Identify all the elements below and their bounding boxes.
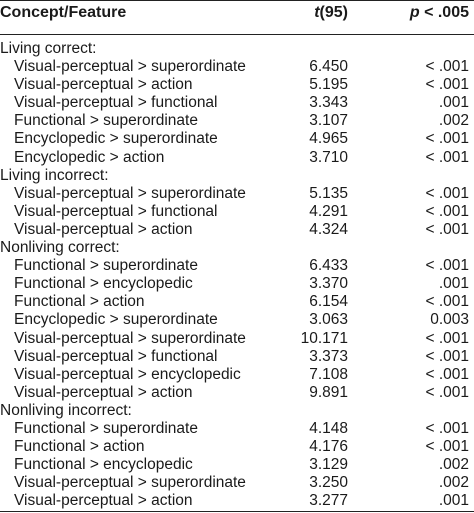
table-row [0,221,474,239]
table-row [0,185,474,203]
table-row [0,348,474,366]
table-row [0,420,474,438]
t-value-cell: 6.433 [309,257,348,275]
table-row [0,112,474,130]
group-heading: Living correct: [0,40,97,57]
t-value-cell: 6.154 [309,293,348,311]
p-value-cell: .001 [438,275,469,293]
header-concept-feature: Concept/Feature [0,4,127,21]
header-p-value [410,2,469,24]
concept-feature-cell: Visual-perceptual > action [14,220,193,238]
p-value-cell: < .001 [425,130,469,148]
p-value-cell: < .001 [425,148,469,166]
table-row [0,492,474,510]
group-heading: Nonliving correct: [0,239,120,257]
table-header [0,0,474,34]
t-value-cell: 3.107 [309,112,348,130]
p-value-cell: < .001 [425,257,469,275]
p-value-cell: < .001 [425,438,469,456]
p-value-cell: < .001 [425,329,469,347]
table-row [0,76,474,94]
t-value-cell: 3.710 [309,148,348,166]
concept-feature-cell: Visual-perceptual > action [14,492,193,510]
table-row [0,456,474,474]
concept-feature-cell: Functional > encyclopedic [14,275,193,293]
t-value-cell: 4.291 [309,202,348,220]
group-heading-row [0,40,474,58]
concept-feature-cell: Visual-perceptual > action [14,76,193,94]
t-value-cell: 5.195 [309,76,348,94]
p-value-cell: .002 [438,456,469,474]
p-value-cell: .002 [438,474,469,492]
header-p-threshold: < .005 [419,4,469,21]
t-value-cell: 4.965 [309,130,348,148]
bottom-rule [0,511,474,512]
p-value-cell: < .001 [425,202,469,220]
header-rule [0,34,474,35]
t-value-cell: 3.343 [309,94,348,112]
concept-feature-cell: Encyclopedic > superordinate [14,130,218,148]
concept-feature-cell: Functional > action [14,293,145,311]
t-value-cell: 3.277 [309,492,348,510]
p-value-cell: < .001 [425,76,469,94]
concept-feature-cell: Functional > encyclopedic [14,456,193,474]
table-row [0,293,474,311]
table-row [0,330,474,348]
table-row [0,311,474,329]
header-t-statistic [314,2,348,24]
t-value-cell: 10.171 [300,329,348,347]
concept-feature-cell: Functional > superordinate [14,112,198,130]
t-value-cell: 5.135 [309,184,348,202]
p-value-cell: .002 [438,112,469,130]
header-t-df: (95) [319,4,348,21]
table-row [0,257,474,275]
t-value-cell: 3.250 [309,474,348,492]
table-row [0,58,474,76]
concept-feature-cell: Visual-perceptual > superordinate [14,329,246,347]
concept-feature-cell: Functional > action [14,438,145,456]
group-heading-row [0,167,474,185]
concept-feature-cell: Visual-perceptual > functional [14,94,218,112]
concept-feature-cell: Functional > superordinate [14,257,198,275]
p-value-cell: < .001 [425,220,469,238]
t-value-cell: 4.148 [309,419,348,437]
t-value-cell: 4.176 [309,438,348,456]
table-row [0,384,474,402]
header-p-symbol: p [409,4,420,21]
group-heading: Nonliving incorrect: [0,401,132,419]
t-value-cell: 4.324 [309,220,348,238]
p-value-cell: < .001 [425,184,469,202]
p-value-cell: .001 [438,492,469,510]
concept-feature-cell: Visual-perceptual > functional [14,202,218,220]
p-value-cell: < .001 [425,58,469,76]
p-value-cell: < .001 [425,383,469,401]
group-heading-row [0,239,474,257]
concept-feature-cell: Visual-perceptual > superordinate [14,184,246,202]
p-value-cell: < .001 [425,347,469,365]
table-row [0,474,474,492]
concept-feature-cell: Visual-perceptual > superordinate [14,58,246,76]
t-value-cell: 7.108 [309,365,348,383]
table-row [0,130,474,148]
t-value-cell: 3.370 [309,275,348,293]
group-heading: Living incorrect: [0,166,109,184]
concept-feature-cell: Encyclopedic > action [14,148,165,166]
concept-feature-cell: Visual-perceptual > action [14,383,193,401]
t-value-cell: 3.129 [309,456,348,474]
t-value-cell: 9.891 [309,383,348,401]
header-t-symbol: t [314,4,320,21]
t-value-cell: 6.450 [309,58,348,76]
concept-feature-cell: Visual-perceptual > functional [14,347,218,365]
t-value-cell: 3.063 [309,311,348,329]
table-row [0,149,474,167]
table-row [0,203,474,221]
table-row [0,275,474,293]
table-row [0,438,474,456]
p-value-cell: 0.003 [430,311,469,329]
table-row [0,94,474,112]
concept-feature-cell: Encyclopedic > superordinate [14,311,218,329]
p-value-cell: < .001 [425,419,469,437]
concept-feature-cell: Functional > superordinate [14,419,198,437]
p-value-cell: < .001 [425,293,469,311]
p-value-cell: < .001 [425,365,469,383]
p-value-cell: .001 [438,94,469,112]
table-row [0,366,474,384]
table-body [0,40,474,510]
concept-feature-cell: Visual-perceptual > superordinate [14,474,246,492]
t-value-cell: 3.373 [309,347,348,365]
concept-feature-cell: Visual-perceptual > encyclopedic [14,365,241,383]
group-heading-row [0,402,474,420]
